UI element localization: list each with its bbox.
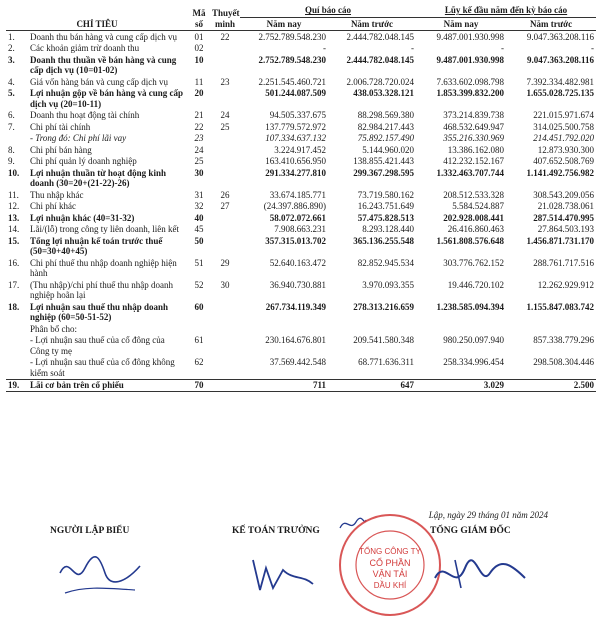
row-label: Chi phí khác	[30, 201, 76, 211]
row-ytd-this-year: 355.216.330.969	[443, 133, 505, 143]
row-quarter-last-year: 5.144.960.020	[362, 144, 415, 155]
row-number: 4.	[8, 76, 15, 87]
row-code: 52	[194, 279, 204, 290]
row-ytd-last-year: 407.652.508.769	[533, 156, 595, 166]
row-label: Chi phí thuế thu nhập doanh nghiệp hiện hành	[30, 257, 177, 278]
row-label: Lãi cơ bản trên cổ phiếu	[30, 380, 124, 390]
row-label-cell	[6, 379, 188, 392]
table-row	[6, 212, 596, 224]
row-quarter-this-year: 2.752.789.548.230	[258, 54, 326, 65]
row-code: 11	[194, 76, 204, 87]
row-code	[188, 323, 210, 335]
income-statement-table	[6, 4, 596, 392]
row-label-cell	[6, 357, 188, 380]
row-number: 6.	[8, 110, 15, 120]
row-label: Giá vốn hàng bán và cung cấp dịch vụ	[30, 76, 168, 87]
row-label-cell	[6, 88, 188, 110]
row-quarter-last-year: -	[411, 43, 415, 53]
row-label-cell	[6, 144, 188, 156]
row-label-cell	[6, 189, 188, 201]
table-row	[6, 235, 596, 257]
row-code: 50	[194, 235, 204, 246]
row-quarter-last-year: 82.852.945.534	[357, 257, 415, 268]
row-label: Tổng lợi nhuận kế toán trước thuế (50=30+40+45)	[30, 235, 163, 256]
row-quarter-this-year: 3.224.917.452	[274, 144, 326, 155]
row-label-cell	[6, 257, 188, 279]
row-number: 18.	[8, 301, 20, 312]
row-label-cell	[6, 335, 188, 357]
row-quarter-this-year: 94.505.337.675	[269, 110, 326, 120]
table-row	[6, 357, 596, 380]
table-row	[6, 43, 596, 55]
row-label: Thu nhập khác	[30, 189, 84, 200]
table-row	[6, 224, 596, 236]
row-quarter-last-year: 278.313.216.659	[353, 301, 415, 312]
header-ytd-this-year: Năm nay	[416, 17, 506, 31]
svg-text:CỔ PHẦN: CỔ PHẦN	[369, 558, 411, 568]
row-quarter-last-year: 73.719.580.162	[357, 189, 415, 200]
row-code: 23	[194, 133, 204, 143]
row-number: 19.	[8, 380, 20, 390]
row-quarter-last-year: 299.367.298.595	[353, 167, 415, 178]
row-quarter-last-year: 647	[328, 379, 416, 392]
row-quarter-this-year: 2.752.789.548.230	[258, 31, 326, 42]
row-quarter-last-year: 16.243.751.649	[357, 201, 415, 211]
row-label-cell	[6, 167, 188, 189]
row-quarter-this-year: 357.315.013.702	[265, 235, 326, 246]
row-label: Lợi nhuận sau thuế thu nhập doanh nghiệp (60=50-51-52)	[30, 301, 169, 322]
row-label: Chi phí quản lý doanh nghiệp	[30, 156, 137, 166]
row-label-cell	[6, 212, 188, 224]
table-row	[6, 257, 596, 279]
row-ytd-last-year: 7.392.334.482.981	[526, 76, 595, 87]
row-label: - Lợi nhuận sau thuế của cổ đông của Công ty mẹ	[30, 335, 165, 356]
row-quarter-last-year: 3.970.093.355	[362, 279, 415, 290]
row-ytd-last-year: -	[591, 43, 595, 53]
row-quarter-this-year	[240, 323, 328, 335]
row-number	[8, 335, 30, 356]
row-quarter-this-year: 137.779.572.972	[265, 121, 326, 132]
row-label: Lợi nhuận thuần từ hoạt động kinh doanh (30=20+(21-22)-26)	[30, 167, 166, 188]
row-label: - Lợi nhuận sau thuế của cổ đông không kiểm soát	[30, 357, 175, 378]
table-row	[6, 167, 596, 189]
row-note	[210, 167, 240, 189]
row-quarter-last-year: 2.444.782.048.145	[346, 31, 415, 42]
header-note: Thuyết minh	[210, 4, 240, 31]
row-ytd-last-year: 308.543.209.056	[533, 189, 595, 200]
row-note: 22	[220, 31, 230, 42]
row-note	[210, 335, 240, 357]
row-ytd-last-year: 21.028.738.061	[537, 201, 595, 211]
preparer-signature	[55, 548, 145, 598]
row-number: 14.	[8, 224, 20, 234]
header-ytd: Lũy kế đầu năm đến kỳ báo cáo	[416, 4, 596, 17]
table-row	[6, 76, 596, 88]
row-code: 21	[194, 110, 204, 120]
row-quarter-last-year: 2.006.728.720.024	[346, 76, 415, 87]
row-note	[210, 323, 240, 335]
row-code: 01	[194, 31, 204, 42]
row-ytd-this-year: -	[501, 43, 505, 53]
table-row	[6, 133, 596, 145]
row-note	[210, 133, 240, 145]
row-quarter-this-year: 58.072.072.661	[269, 212, 326, 223]
row-code: 24	[194, 144, 204, 155]
accountant-title: KẾ TOÁN TRƯỞNG	[232, 526, 320, 536]
row-note: 25	[220, 121, 230, 132]
svg-text:TỔNG CÔNG TY: TỔNG CÔNG TY	[359, 547, 421, 556]
row-quarter-last-year: 209.541.580.348	[353, 335, 415, 345]
row-ytd-this-year: 412.232.152.167	[443, 156, 505, 166]
row-note: 26	[220, 189, 230, 200]
svg-text:DẦU KHÍ: DẦU KHÍ	[373, 581, 407, 590]
row-note	[210, 357, 240, 380]
accountant-signature	[248, 550, 318, 598]
row-label-cell	[6, 201, 188, 213]
table-row	[6, 121, 596, 133]
row-ytd-this-year: 5.584.524.887	[452, 201, 505, 211]
director-title: TỔNG GIÁM ĐỐC	[430, 526, 511, 536]
row-label: Phân bổ cho:	[30, 323, 77, 334]
row-label: Lãi/(lỗ) trong công ty liên doanh, liên kết	[30, 224, 179, 234]
row-ytd-last-year: 288.761.717.516	[533, 257, 595, 268]
row-code: 61	[194, 335, 204, 345]
row-label: Chi phí bán hàng	[30, 144, 92, 155]
row-label: Doanh thu thuần về bán hàng và cung cấp dịch vụ (10=01-02)	[30, 54, 177, 75]
row-code: 22	[194, 121, 204, 132]
row-ytd-this-year: 13.386.162.080	[447, 144, 505, 155]
row-quarter-last-year: 2.444.782.048.145	[346, 54, 415, 65]
row-ytd-this-year: 9.487.001.930.998	[436, 31, 505, 42]
row-quarter-last-year	[328, 323, 416, 335]
table-row	[6, 54, 596, 76]
row-quarter-last-year: 438.053.328.121	[353, 88, 415, 98]
row-code: 70	[188, 379, 210, 392]
row-quarter-last-year: 82.984.217.443	[357, 121, 415, 132]
row-note: 30	[220, 279, 230, 290]
row-label-cell	[6, 43, 188, 55]
row-code: 45	[194, 224, 204, 234]
row-ytd-last-year: 314.025.500.758	[533, 121, 595, 132]
header-quarter: Quí báo cáo	[240, 4, 416, 17]
table-row	[6, 379, 596, 392]
row-ytd-last-year: 12.873.930.300	[537, 144, 595, 155]
row-number: 1.	[8, 31, 15, 42]
row-code: 60	[194, 301, 204, 312]
row-quarter-this-year: 36.940.730.881	[269, 279, 326, 290]
row-quarter-this-year: 267.734.119.349	[265, 301, 326, 312]
row-quarter-this-year: -	[323, 43, 326, 53]
row-quarter-this-year: 37.569.442.548	[269, 357, 326, 367]
row-ytd-last-year: 9.047.363.208.116	[527, 54, 595, 65]
row-label-cell	[6, 224, 188, 236]
row-ytd-last-year: 1.655.028.725.135	[526, 88, 595, 98]
row-ytd-this-year: 468.532.649.947	[443, 121, 505, 132]
row-label-cell	[6, 235, 188, 257]
row-number: 7.	[8, 121, 15, 132]
row-note	[210, 235, 240, 257]
row-quarter-this-year: 52.640.163.472	[269, 257, 326, 268]
row-quarter-this-year: 711	[240, 379, 328, 392]
row-note	[210, 379, 240, 392]
row-number: 8.	[8, 144, 15, 155]
row-note	[210, 301, 240, 323]
row-quarter-last-year: 365.136.255.548	[353, 235, 415, 246]
row-code: 40	[194, 212, 204, 223]
row-ytd-this-year: 373.214.839.738	[443, 110, 505, 120]
row-quarter-last-year: 68.771.636.311	[358, 357, 415, 367]
row-note: 27	[220, 201, 230, 211]
table-row	[6, 323, 596, 335]
row-quarter-this-year: 107.334.637.132	[265, 133, 326, 143]
row-label-cell	[6, 323, 188, 335]
row-ytd-last-year: 298.508.304.446	[533, 357, 595, 367]
row-label: Doanh thu bán hàng và cung cấp dịch vụ	[30, 31, 177, 42]
row-number: 10.	[8, 167, 20, 178]
table-row	[6, 156, 596, 168]
header-indicator: CHỈ TIÊU	[6, 4, 188, 31]
row-ytd-last-year: 1.141.492.756.982	[526, 167, 595, 178]
row-label: Doanh thu hoạt động tài chính	[30, 110, 140, 120]
row-code: 32	[194, 201, 204, 211]
row-ytd-last-year: 287.514.470.995	[533, 212, 595, 223]
table-row	[6, 301, 596, 323]
row-note: 29	[220, 257, 230, 268]
row-quarter-this-year: (24.397.886.890)	[263, 201, 326, 211]
row-quarter-last-year: 138.855.421.443	[353, 156, 415, 166]
row-quarter-this-year: 230.164.676.801	[265, 335, 326, 345]
table-row	[6, 31, 596, 43]
row-quarter-this-year: 2.251.545.460.721	[258, 76, 326, 87]
row-ytd-last-year: 27.864.503.193	[537, 224, 595, 234]
preparer-title: NGƯỜI LẬP BIỂU	[50, 526, 130, 536]
header-code: Mã số	[188, 4, 210, 31]
header-quarter-last-year: Năm trước	[328, 17, 416, 31]
row-quarter-last-year: 75.892.157.490	[357, 133, 415, 143]
row-label-cell	[6, 110, 188, 122]
row-note	[210, 144, 240, 156]
director-signature	[425, 548, 535, 598]
row-label-cell	[6, 133, 188, 145]
table-row	[6, 189, 596, 201]
row-quarter-this-year: 33.674.185.771	[269, 189, 326, 200]
row-ytd-this-year: 208.512.533.328	[443, 189, 505, 200]
row-ytd-last-year: 9.047.363.208.116	[526, 31, 595, 42]
row-label: Các khoản giảm trừ doanh thu	[30, 43, 140, 53]
table-row	[6, 110, 596, 122]
row-ytd-last-year: 857.338.779.296	[533, 335, 595, 345]
row-label-cell	[6, 76, 188, 88]
row-code: 10	[194, 54, 204, 65]
row-ytd-this-year: 1.238.585.094.394	[436, 301, 505, 312]
row-number: 12.	[8, 201, 20, 211]
row-code: 02	[194, 43, 204, 53]
row-ytd-last-year: 12.262.929.912	[537, 279, 595, 290]
row-note: 24	[220, 110, 230, 120]
header-quarter-this-year: Năm nay	[240, 17, 328, 31]
table-row	[6, 144, 596, 156]
row-number: 17.	[8, 279, 20, 290]
row-ytd-this-year: 202.928.008.441	[443, 212, 505, 223]
row-ytd-last-year	[506, 323, 596, 335]
row-label-cell	[6, 54, 188, 76]
row-note	[210, 88, 240, 110]
row-note	[210, 54, 240, 76]
row-note	[210, 224, 240, 236]
row-number: 9.	[8, 156, 15, 166]
row-ytd-this-year: 1.561.808.576.648	[436, 235, 505, 246]
row-note: 23	[220, 76, 230, 87]
row-label-cell	[6, 156, 188, 168]
row-label: Lợi nhuận gộp về bán hàng và cung cấp dịch vụ (20=10-11)	[30, 88, 184, 109]
row-number	[8, 324, 30, 335]
table-row	[6, 88, 596, 110]
row-number	[8, 133, 30, 144]
table-row	[6, 201, 596, 213]
row-ytd-last-year: 1.155.847.083.742	[526, 301, 595, 312]
row-ytd-this-year: 1.853.399.832.200	[436, 88, 505, 98]
row-ytd-this-year: 1.332.463.707.744	[436, 167, 505, 178]
svg-text:VẬN TẢI: VẬN TẢI	[372, 569, 408, 579]
signing-date: Lập, ngày 29 tháng 01 năm 2024	[428, 510, 548, 520]
row-number: 11.	[8, 189, 19, 200]
row-quarter-this-year: 501.244.087.509	[265, 88, 326, 98]
row-code: 31	[194, 189, 204, 200]
row-ytd-this-year: 9.487.001.930.998	[436, 54, 505, 65]
row-label-cell	[6, 301, 188, 323]
row-code: 62	[194, 357, 204, 367]
row-number: 13.	[8, 212, 20, 223]
row-label: Chi phí tài chính	[30, 121, 91, 132]
row-ytd-this-year: 19.446.720.102	[447, 279, 505, 290]
row-code: 51	[194, 257, 204, 268]
row-ytd-this-year: 3.029	[416, 379, 506, 392]
row-ytd-this-year: 980.250.097.940	[443, 335, 505, 345]
row-label-cell	[6, 31, 188, 43]
row-quarter-this-year: 163.410.656.950	[265, 156, 326, 166]
row-ytd-this-year: 258.334.996.454	[443, 357, 505, 367]
row-quarter-last-year: 8.293.128.440	[362, 224, 415, 234]
row-quarter-this-year: 291.334.277.810	[265, 167, 326, 178]
row-label-cell	[6, 121, 188, 133]
row-quarter-last-year: 57.475.828.513	[357, 212, 415, 223]
row-ytd-last-year: 221.015.971.674	[533, 110, 595, 120]
row-ytd-this-year: 7.633.602.098.798	[436, 76, 505, 87]
row-number	[8, 357, 30, 378]
row-number: 16.	[8, 257, 20, 268]
row-number: 5.	[8, 88, 15, 98]
row-quarter-this-year: 7.908.663.231	[274, 224, 326, 234]
row-ytd-this-year: 303.776.762.152	[443, 257, 505, 268]
row-code: 20	[194, 88, 204, 98]
row-ytd-last-year: 214.451.792.020	[533, 133, 595, 143]
table-row	[6, 335, 596, 357]
row-code: 25	[194, 156, 204, 166]
row-label: Lợi nhuận khác (40=31-32)	[30, 212, 135, 223]
row-ytd-this-year	[416, 323, 506, 335]
row-label: - Trong đó: Chi phí lãi vay	[30, 133, 127, 143]
row-quarter-last-year: 88.298.569.380	[357, 110, 415, 120]
row-number: 15.	[8, 235, 20, 246]
row-number: 2.	[8, 43, 15, 53]
row-ytd-last-year: 2.500	[506, 379, 596, 392]
row-note	[210, 212, 240, 224]
row-label-cell	[6, 279, 188, 301]
table-row	[6, 279, 596, 301]
row-code: 30	[194, 167, 204, 178]
row-number: 3.	[8, 54, 15, 65]
row-label: (Thu nhập)/chi phí thuế thu nhập doanh nghiệp hoãn lại	[30, 279, 173, 300]
row-note	[210, 43, 240, 55]
row-ytd-this-year: 26.416.860.463	[447, 224, 505, 234]
row-ytd-last-year: 1.456.871.731.170	[526, 235, 595, 246]
row-note	[210, 156, 240, 168]
header-ytd-last-year: Năm trước	[506, 17, 596, 31]
